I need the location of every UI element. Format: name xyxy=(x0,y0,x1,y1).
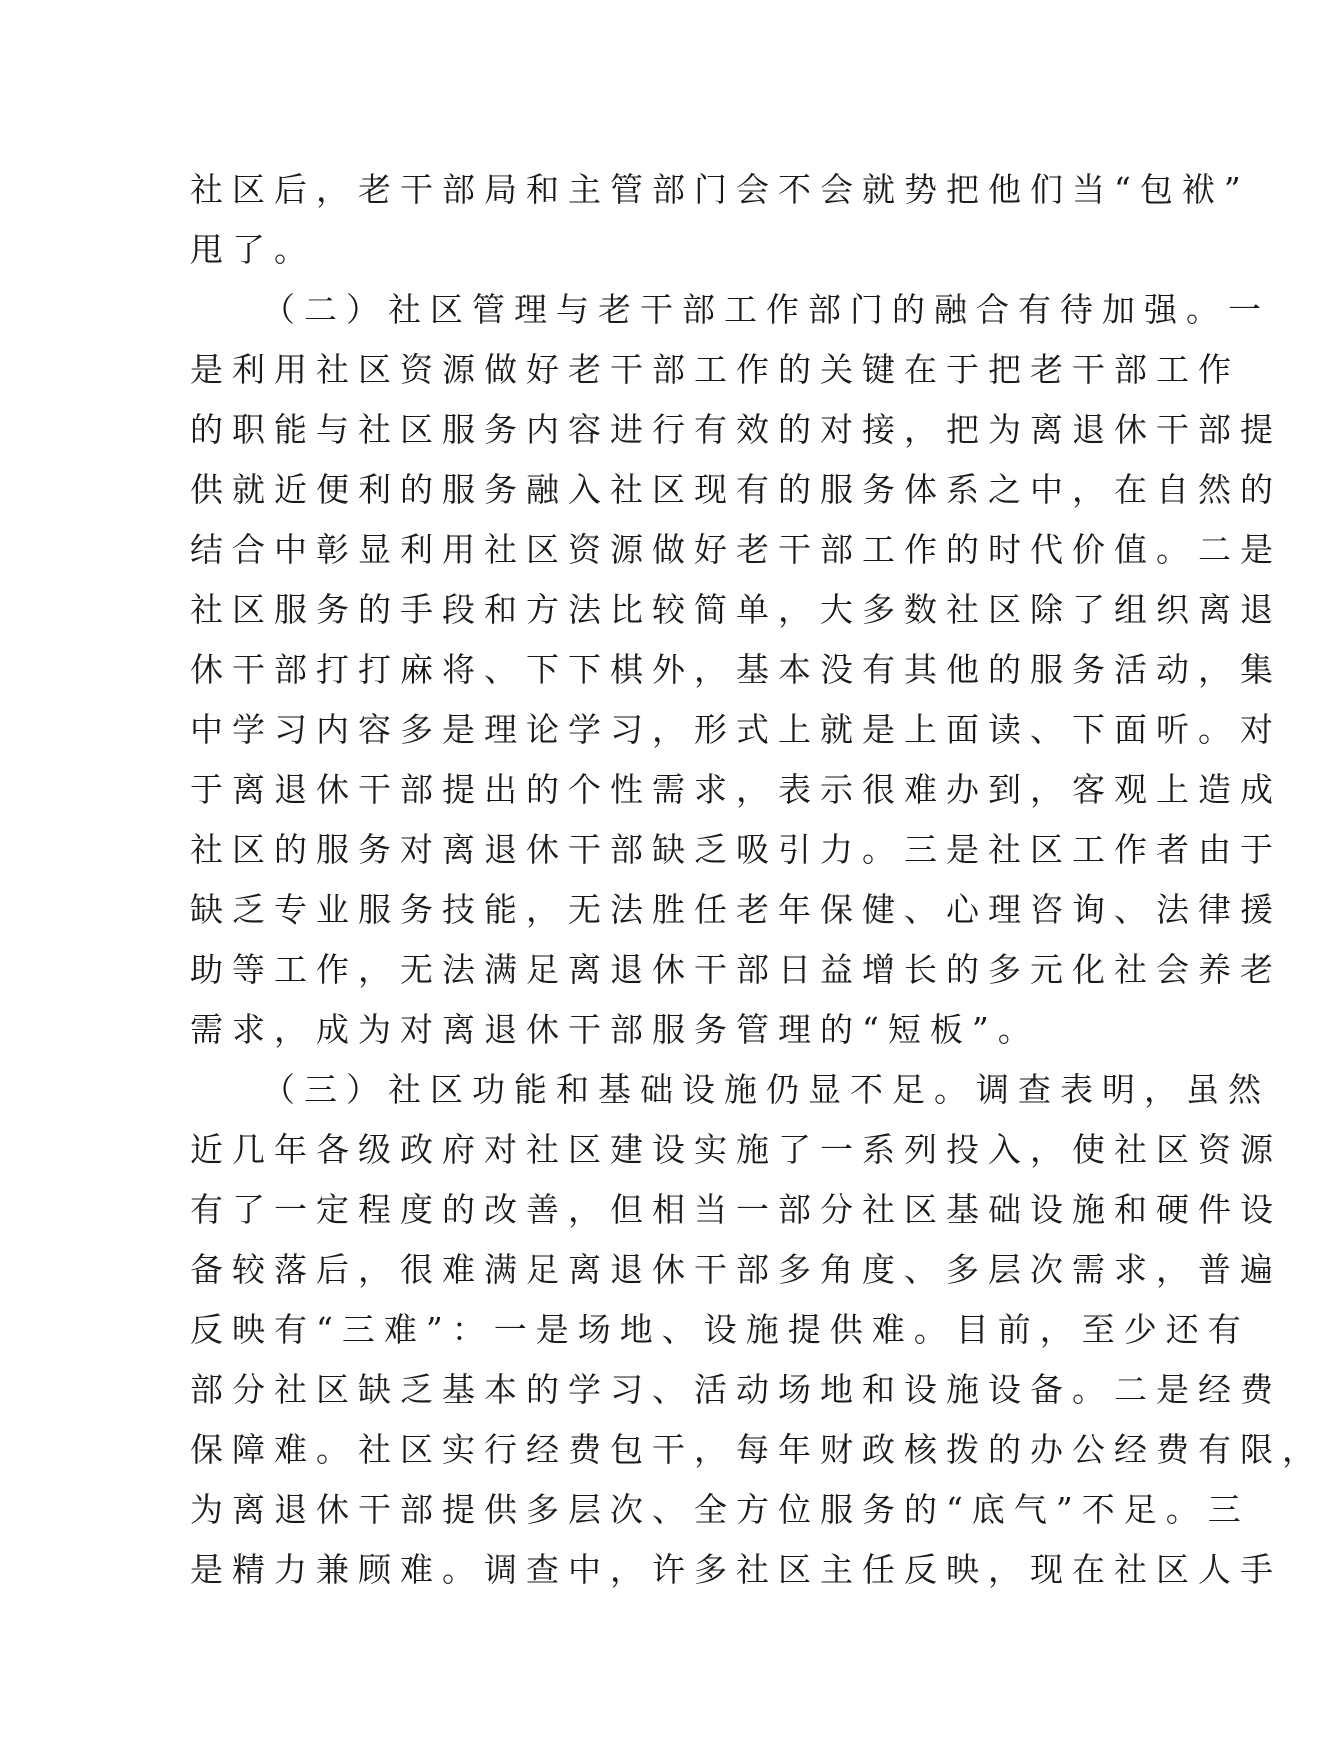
text-line: 备较落后，很难满足离退休干部多角度、多层次需求，普遍 xyxy=(190,1250,1282,1289)
text-line: 有了一定程度的改善，但相当一部分社区基础设施和硬件设 xyxy=(190,1190,1282,1229)
text-line: 中学习内容多是理论学习，形式上就是上面读、下面听。对 xyxy=(190,710,1282,749)
text-line: 甩了。 xyxy=(190,230,316,269)
section-heading-line: （三）社区功能和基础设施仍显不足。调查表明，虽然 xyxy=(262,1070,1270,1109)
text-line: 需求，成为对离退休干部服务管理的“短板”。 xyxy=(190,1010,1040,1049)
text-line: 缺乏专业服务技能，无法胜任老年保健、心理咨询、法律援 xyxy=(190,890,1282,929)
text-line: 结合中彰显利用社区资源做好老干部工作的时代价值。二是 xyxy=(190,530,1282,569)
text-line: 近几年各级政府对社区建设实施了一系列投入，使社区资源 xyxy=(190,1130,1282,1169)
text-line: 是精力兼顾难。调查中，许多社区主任反映，现在社区人手 xyxy=(190,1550,1282,1589)
text-line: 社区后，老干部局和主管部门会不会就势把他们当“包袱” xyxy=(190,170,1250,209)
text-line: 是利用社区资源做好老干部工作的关键在于把老干部工作 xyxy=(190,350,1240,389)
text-line: 部分社区缺乏基本的学习、活动场地和设施设备。二是经费 xyxy=(190,1370,1282,1409)
text-line: 于离退休干部提出的个性需求，表示很难办到，客观上造成 xyxy=(190,770,1282,809)
text-line: 助等工作，无法满足离退休干部日益增长的多元化社会养老 xyxy=(190,950,1282,989)
text-line: 反映有“三难”：一是场地、设施提供难。目前，至少还有 xyxy=(190,1310,1250,1349)
text-line: 供就近便利的服务融入社区现有的服务体系之中，在自然的 xyxy=(190,470,1282,509)
text-line: 社区服务的手段和方法比较简单，大多数社区除了组织离退 xyxy=(190,590,1282,629)
text-line: 社区的服务对离退休干部缺乏吸引力。三是社区工作者由于 xyxy=(190,830,1282,869)
text-line: 的职能与社区服务内容进行有效的对接，把为离退休干部提 xyxy=(190,410,1282,449)
text-line: 保障难。社区实行经费包干，每年财政核拨的办公经费有限， xyxy=(190,1430,1324,1469)
text-line: 休干部打打麻将、下下棋外，基本没有其他的服务活动，集 xyxy=(190,650,1282,689)
section-heading-line: （二）社区管理与老干部工作部门的融合有待加强。一 xyxy=(262,290,1270,329)
text-line: 为离退休干部提供多层次、全方位服务的“底气”不足。三 xyxy=(190,1490,1250,1529)
body-text xyxy=(190,160,1324,1600)
